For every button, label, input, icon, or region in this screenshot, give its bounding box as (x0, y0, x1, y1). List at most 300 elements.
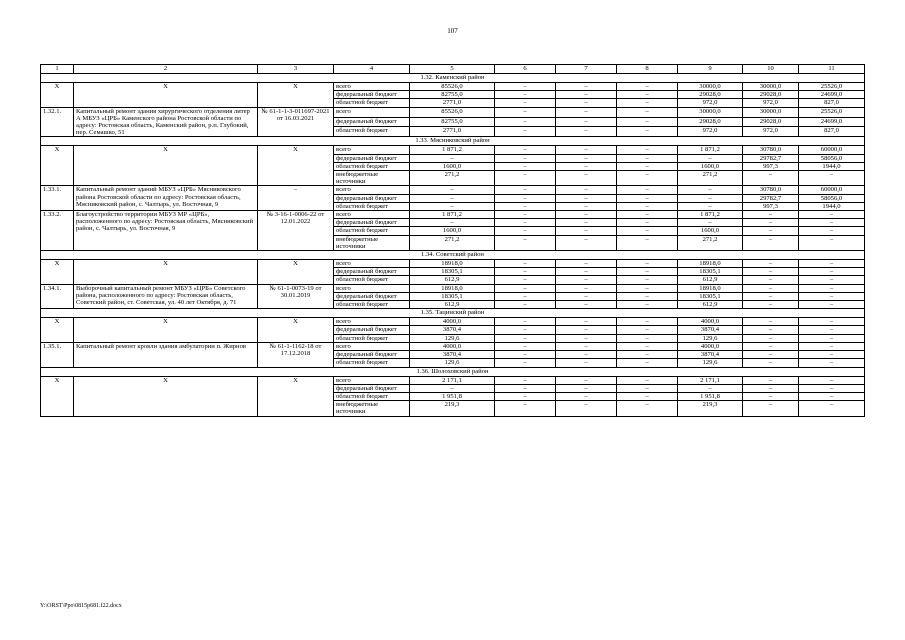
amount-cell: – (556, 268, 617, 276)
amount-cell: – (617, 351, 678, 359)
amount-cell: – (556, 326, 617, 334)
amount-cell: – (617, 318, 678, 326)
page-number: 107 (447, 27, 458, 35)
amount-cell: 129,6 (410, 334, 495, 342)
funding-source-label: всего (334, 107, 410, 117)
amount-cell: 58056,0 (799, 154, 865, 162)
amount-cell: – (678, 186, 743, 194)
funding-source-label: федеральный бюджет (334, 268, 410, 276)
amount-cell: 1944,0 (799, 162, 865, 170)
amount-cell: – (799, 276, 865, 284)
object-name: Выборочный капитальный ремонт МБУЗ «ЦРБ» Советского района, расположенного по адресу: Ростовская область, Советский район, ст. Советская, ул. 40 лет Октября, д. 71 (74, 284, 258, 309)
amount-cell: – (799, 219, 865, 227)
amount-cell: – (495, 219, 556, 227)
amount-cell: 612,9 (410, 301, 495, 309)
amount-cell: – (495, 99, 556, 107)
funding-source-label: областной бюджет (334, 301, 410, 309)
summary-doc-cell: X (258, 146, 334, 186)
amount-cell: – (556, 186, 617, 194)
amount-cell: – (617, 117, 678, 127)
amount-cell: 219,3 (678, 401, 743, 416)
amount-cell: 129,6 (678, 334, 743, 342)
object-number: 1.33.1. (41, 186, 74, 211)
funding-source-label: внебюджетные источники (334, 235, 410, 250)
amount-cell: 2 171,1 (678, 376, 743, 384)
amount-cell: – (410, 384, 495, 392)
amount-cell: 30000,0 (743, 107, 799, 117)
amount-cell: – (495, 154, 556, 162)
funding-source-label: федеральный бюджет (334, 326, 410, 334)
amount-cell: – (556, 107, 617, 117)
amount-cell: – (495, 260, 556, 268)
object-number: 1.33.2. (41, 211, 74, 251)
object-name: Капитальный ремонт кровли здания амбулатории п. Жирнов (74, 342, 258, 367)
amount-cell: 1600,0 (410, 162, 495, 170)
amount-cell: – (556, 202, 617, 210)
object-name: Капитальный ремонт здания хирургического отделения литер А МБУЗ «ЦРБ» Каменского района Ростовской области по адресу: Ростовская область, Каменский район, р.п. Глубокий, пер. Семашко, 51 (74, 107, 258, 137)
amount-cell: – (495, 342, 556, 350)
amount-cell: – (495, 117, 556, 127)
amount-cell: – (495, 384, 556, 392)
funding-source-label: всего (334, 318, 410, 326)
object-document: № 61-1-1162-18 от 17.12.2018 (258, 342, 334, 367)
amount-cell: – (617, 146, 678, 154)
funding-source-label: областной бюджет (334, 359, 410, 367)
funding-source-label: областной бюджет (334, 99, 410, 107)
amount-cell: 85526,0 (410, 107, 495, 117)
amount-cell: – (678, 154, 743, 162)
amount-cell: 271,2 (410, 171, 495, 186)
amount-cell: – (617, 284, 678, 292)
amount-cell: – (799, 260, 865, 268)
amount-cell: – (617, 268, 678, 276)
column-number: 5 (410, 65, 495, 74)
funding-source-label: областной бюджет (334, 227, 410, 235)
amount-cell: – (495, 351, 556, 359)
amount-cell: – (495, 194, 556, 202)
funding-source-label: федеральный бюджет (334, 91, 410, 99)
amount-cell: – (556, 235, 617, 250)
amount-cell: – (743, 284, 799, 292)
amount-cell: – (556, 318, 617, 326)
amount-cell: 1 951,8 (678, 392, 743, 400)
summary-num-cell: X (41, 260, 74, 285)
amount-cell: 827,0 (799, 127, 865, 137)
amount-cell: – (743, 219, 799, 227)
amount-cell: – (743, 401, 799, 416)
amount-cell: – (495, 202, 556, 210)
amount-cell: 271,2 (678, 235, 743, 250)
amount-cell: – (556, 284, 617, 292)
amount-cell: – (556, 219, 617, 227)
object-row (41, 284, 865, 292)
amount-cell: – (556, 194, 617, 202)
amount-cell: 24699,0 (799, 117, 865, 127)
amount-cell: – (743, 171, 799, 186)
amount-cell: – (556, 342, 617, 350)
amount-cell: – (495, 146, 556, 154)
funding-source-label: областной бюджет (334, 334, 410, 342)
amount-cell: – (556, 211, 617, 219)
object-name: Капитальный ремонт зданий МБУЗ «ЦРБ» Мясниковского района Ростовской области по адресу: Ростовская область, Мясниковский район, с. Чалтырь, ул. Восточная, 9 (74, 186, 258, 211)
object-row (41, 211, 865, 219)
amount-cell: 29028,0 (743, 117, 799, 127)
amount-cell: – (556, 127, 617, 137)
amount-cell: – (556, 384, 617, 392)
object-row (41, 186, 865, 194)
amount-cell: – (799, 401, 865, 416)
amount-cell: – (678, 384, 743, 392)
object-document: № 61-1-0073-19 от 30.01.2019 (258, 284, 334, 309)
amount-cell: – (743, 235, 799, 250)
amount-cell: 18918,0 (678, 284, 743, 292)
funding-source-label: областной бюджет (334, 162, 410, 170)
amount-cell: – (617, 211, 678, 219)
funding-table (40, 64, 865, 417)
funding-source-label: всего (334, 211, 410, 219)
summary-doc-cell: X (258, 83, 334, 108)
amount-cell: – (556, 376, 617, 384)
amount-cell: 2 171,1 (410, 376, 495, 384)
amount-cell: 271,2 (410, 235, 495, 250)
amount-cell: – (617, 384, 678, 392)
amount-cell: 129,6 (410, 359, 495, 367)
amount-cell: – (495, 171, 556, 186)
amount-cell: 3870,4 (678, 351, 743, 359)
amount-cell: – (743, 301, 799, 309)
amount-cell: – (799, 235, 865, 250)
amount-cell: – (495, 186, 556, 194)
amount-cell: – (556, 276, 617, 284)
amount-cell: 29028,0 (678, 117, 743, 127)
column-number: 4 (334, 65, 410, 74)
amount-cell: 30000,0 (743, 83, 799, 91)
amount-cell: – (495, 268, 556, 276)
amount-cell: – (617, 376, 678, 384)
amount-cell: – (495, 301, 556, 309)
amount-cell: 1 871,2 (410, 211, 495, 219)
amount-cell: – (617, 334, 678, 342)
amount-cell: 219,3 (410, 401, 495, 416)
amount-cell: – (617, 194, 678, 202)
summary-row (41, 146, 865, 154)
summary-doc-cell: X (258, 376, 334, 416)
amount-cell: – (410, 219, 495, 227)
amount-cell: 60000,0 (799, 146, 865, 154)
summary-name-cell: X (74, 146, 258, 186)
amount-cell: 18305,1 (410, 268, 495, 276)
amount-cell: – (617, 219, 678, 227)
amount-cell: – (617, 260, 678, 268)
amount-cell: – (799, 171, 865, 186)
amount-cell: 3870,4 (678, 326, 743, 334)
amount-cell: – (617, 392, 678, 400)
funding-source-label: областной бюджет (334, 202, 410, 210)
amount-cell: – (743, 351, 799, 359)
amount-cell: 30780,0 (743, 146, 799, 154)
amount-cell: 18918,0 (678, 260, 743, 268)
amount-cell: – (495, 392, 556, 400)
amount-cell: – (556, 401, 617, 416)
amount-cell: – (743, 384, 799, 392)
funding-source-label: всего (334, 186, 410, 194)
table-body (41, 65, 865, 417)
amount-cell: 1 871,2 (410, 146, 495, 154)
column-number: 8 (617, 65, 678, 74)
amount-cell: 30780,0 (743, 186, 799, 194)
funding-source-label: федеральный бюджет (334, 154, 410, 162)
amount-cell: – (799, 326, 865, 334)
amount-cell: 997,3 (743, 162, 799, 170)
amount-cell: 25526,0 (799, 107, 865, 117)
amount-cell: 129,6 (678, 359, 743, 367)
funding-source-label: всего (334, 260, 410, 268)
amount-cell: – (617, 227, 678, 235)
district-title: 1.33. Мясниковский район (41, 137, 865, 146)
amount-cell: – (495, 284, 556, 292)
district-header-row (41, 137, 865, 146)
amount-cell: 1600,0 (678, 227, 743, 235)
funding-source-label: федеральный бюджет (334, 384, 410, 392)
funding-source-label: федеральный бюджет (334, 351, 410, 359)
amount-cell: 612,9 (410, 276, 495, 284)
amount-cell: – (495, 227, 556, 235)
amount-cell: – (743, 342, 799, 350)
amount-cell: – (617, 276, 678, 284)
amount-cell: – (617, 83, 678, 91)
column-number: 9 (678, 65, 743, 74)
column-number-row (41, 65, 865, 74)
amount-cell: – (743, 260, 799, 268)
amount-cell: 85526,0 (410, 83, 495, 91)
amount-cell: – (799, 351, 865, 359)
amount-cell: – (556, 154, 617, 162)
amount-cell: – (617, 99, 678, 107)
amount-cell: – (617, 359, 678, 367)
amount-cell: 82755,0 (410, 117, 495, 127)
amount-cell: – (743, 326, 799, 334)
summary-name-cell: X (74, 376, 258, 416)
amount-cell: 2771,0 (410, 99, 495, 107)
amount-cell: 60000,0 (799, 186, 865, 194)
amount-cell: – (617, 235, 678, 250)
amount-cell: – (617, 301, 678, 309)
amount-cell: 1 951,8 (410, 392, 495, 400)
amount-cell: – (495, 326, 556, 334)
object-number: 1.32.1. (41, 107, 74, 137)
amount-cell: 612,9 (678, 301, 743, 309)
summary-num-cell: X (41, 83, 74, 108)
column-number: 1 (41, 65, 74, 74)
amount-cell: – (495, 276, 556, 284)
amount-cell: – (799, 334, 865, 342)
amount-cell: – (799, 284, 865, 292)
summary-row (41, 83, 865, 91)
district-title: 1.36. Шолоховский район (41, 367, 865, 376)
funding-source-label: всего (334, 146, 410, 154)
funding-source-label: федеральный бюджет (334, 292, 410, 300)
amount-cell: 29028,0 (678, 91, 743, 99)
amount-cell: – (617, 162, 678, 170)
amount-cell: – (617, 326, 678, 334)
amount-cell: – (495, 83, 556, 91)
amount-cell: – (799, 384, 865, 392)
amount-cell: – (556, 351, 617, 359)
column-number: 2 (74, 65, 258, 74)
funding-source-label: областной бюджет (334, 276, 410, 284)
summary-doc-cell: X (258, 318, 334, 343)
amount-cell: – (556, 117, 617, 127)
object-name: Благоустройство территории МБУЗ МР «ЦРБ», расположенного по адресу: Ростовская область, Мясниковский район, с. Чалтырь, ул. Восточная, 9 (74, 211, 258, 251)
amount-cell: – (743, 268, 799, 276)
column-number: 7 (556, 65, 617, 74)
object-row (41, 342, 865, 350)
amount-cell: – (410, 194, 495, 202)
amount-cell: – (495, 127, 556, 137)
column-number: 10 (743, 65, 799, 74)
funding-source-label: всего (334, 284, 410, 292)
amount-cell: – (495, 107, 556, 117)
amount-cell: – (799, 392, 865, 400)
amount-cell: 18305,1 (410, 292, 495, 300)
amount-cell: 29028,0 (743, 91, 799, 99)
amount-cell: – (556, 392, 617, 400)
amount-cell: – (495, 376, 556, 384)
amount-cell: 972,0 (743, 99, 799, 107)
amount-cell: 612,9 (678, 276, 743, 284)
object-number: 1.34.1. (41, 284, 74, 309)
summary-name-cell: X (74, 318, 258, 343)
district-title: 1.34. Советский район (41, 251, 865, 260)
amount-cell: – (799, 342, 865, 350)
amount-cell: 18305,1 (678, 292, 743, 300)
amount-cell: – (799, 376, 865, 384)
funding-source-label: всего (334, 342, 410, 350)
summary-num-cell: X (41, 146, 74, 186)
amount-cell: – (410, 202, 495, 210)
funding-source-label: федеральный бюджет (334, 219, 410, 227)
amount-cell: – (743, 318, 799, 326)
amount-cell: – (556, 260, 617, 268)
amount-cell: – (617, 202, 678, 210)
amount-cell: – (678, 202, 743, 210)
amount-cell: 30000,0 (678, 83, 743, 91)
amount-cell: – (556, 99, 617, 107)
amount-cell: – (799, 292, 865, 300)
amount-cell: – (617, 171, 678, 186)
amount-cell: – (556, 292, 617, 300)
funding-source-label: всего (334, 376, 410, 384)
district-header-row (41, 309, 865, 318)
amount-cell: 2771,0 (410, 127, 495, 137)
amount-cell: 24699,0 (799, 91, 865, 99)
amount-cell: – (495, 318, 556, 326)
amount-cell: – (410, 154, 495, 162)
amount-cell: 4000,0 (678, 342, 743, 350)
amount-cell: – (495, 359, 556, 367)
amount-cell: 1944,0 (799, 202, 865, 210)
funding-source-label: федеральный бюджет (334, 117, 410, 127)
amount-cell: – (556, 227, 617, 235)
amount-cell: 1600,0 (410, 227, 495, 235)
amount-cell: – (743, 334, 799, 342)
amount-cell: – (799, 211, 865, 219)
amount-cell: – (743, 392, 799, 400)
amount-cell: 3870,4 (410, 351, 495, 359)
amount-cell: – (556, 359, 617, 367)
amount-cell: 25526,0 (799, 83, 865, 91)
summary-doc-cell: X (258, 260, 334, 285)
funding-source-label: внебюджетные источники (334, 401, 410, 416)
amount-cell: 3870,4 (410, 326, 495, 334)
amount-cell: – (743, 292, 799, 300)
amount-cell: – (799, 227, 865, 235)
object-document: – (258, 186, 334, 211)
amount-cell: – (617, 342, 678, 350)
amount-cell: – (556, 162, 617, 170)
summary-name-cell: X (74, 260, 258, 285)
amount-cell: – (743, 227, 799, 235)
summary-num-cell: X (41, 376, 74, 416)
column-number: 3 (258, 65, 334, 74)
object-number: 1.35.1. (41, 342, 74, 367)
amount-cell: – (556, 301, 617, 309)
amount-cell: – (617, 91, 678, 99)
amount-cell: 29782,7 (743, 194, 799, 202)
amount-cell: – (743, 276, 799, 284)
amount-cell: – (617, 292, 678, 300)
funding-source-label: федеральный бюджет (334, 194, 410, 202)
amount-cell: – (617, 107, 678, 117)
amount-cell: – (556, 91, 617, 99)
amount-cell: – (743, 359, 799, 367)
amount-cell: – (617, 127, 678, 137)
district-header-row (41, 74, 865, 83)
district-title: 1.35. Тацинский район (41, 309, 865, 318)
amount-cell: – (799, 301, 865, 309)
funding-source-label: всего (334, 83, 410, 91)
amount-cell: 271,2 (678, 171, 743, 186)
funding-source-label: областной бюджет (334, 392, 410, 400)
amount-cell: – (495, 162, 556, 170)
amount-cell: 1 871,2 (678, 211, 743, 219)
footer-path: Y:\ORST\Ppo\0815p681.f22.docx (40, 603, 122, 609)
amount-cell: 4000,0 (410, 318, 495, 326)
amount-cell: 18305,1 (678, 268, 743, 276)
amount-cell: – (556, 83, 617, 91)
amount-cell: – (556, 146, 617, 154)
amount-cell: – (799, 318, 865, 326)
amount-cell: – (495, 334, 556, 342)
amount-cell: 29782,7 (743, 154, 799, 162)
amount-cell: 972,0 (678, 99, 743, 107)
amount-cell: – (617, 154, 678, 162)
amount-cell: 972,0 (743, 127, 799, 137)
amount-cell: – (556, 171, 617, 186)
column-number: 6 (495, 65, 556, 74)
amount-cell: – (556, 334, 617, 342)
amount-cell: – (495, 211, 556, 219)
district-header-row (41, 367, 865, 376)
amount-cell: 58056,0 (799, 194, 865, 202)
amount-cell: 82755,0 (410, 91, 495, 99)
amount-cell: 4000,0 (410, 342, 495, 350)
amount-cell: – (495, 91, 556, 99)
amount-cell: – (743, 376, 799, 384)
amount-cell: – (410, 186, 495, 194)
object-document: № 3-16-1-0006-22 от 12.01.2022 (258, 211, 334, 251)
amount-cell: 972,0 (678, 127, 743, 137)
